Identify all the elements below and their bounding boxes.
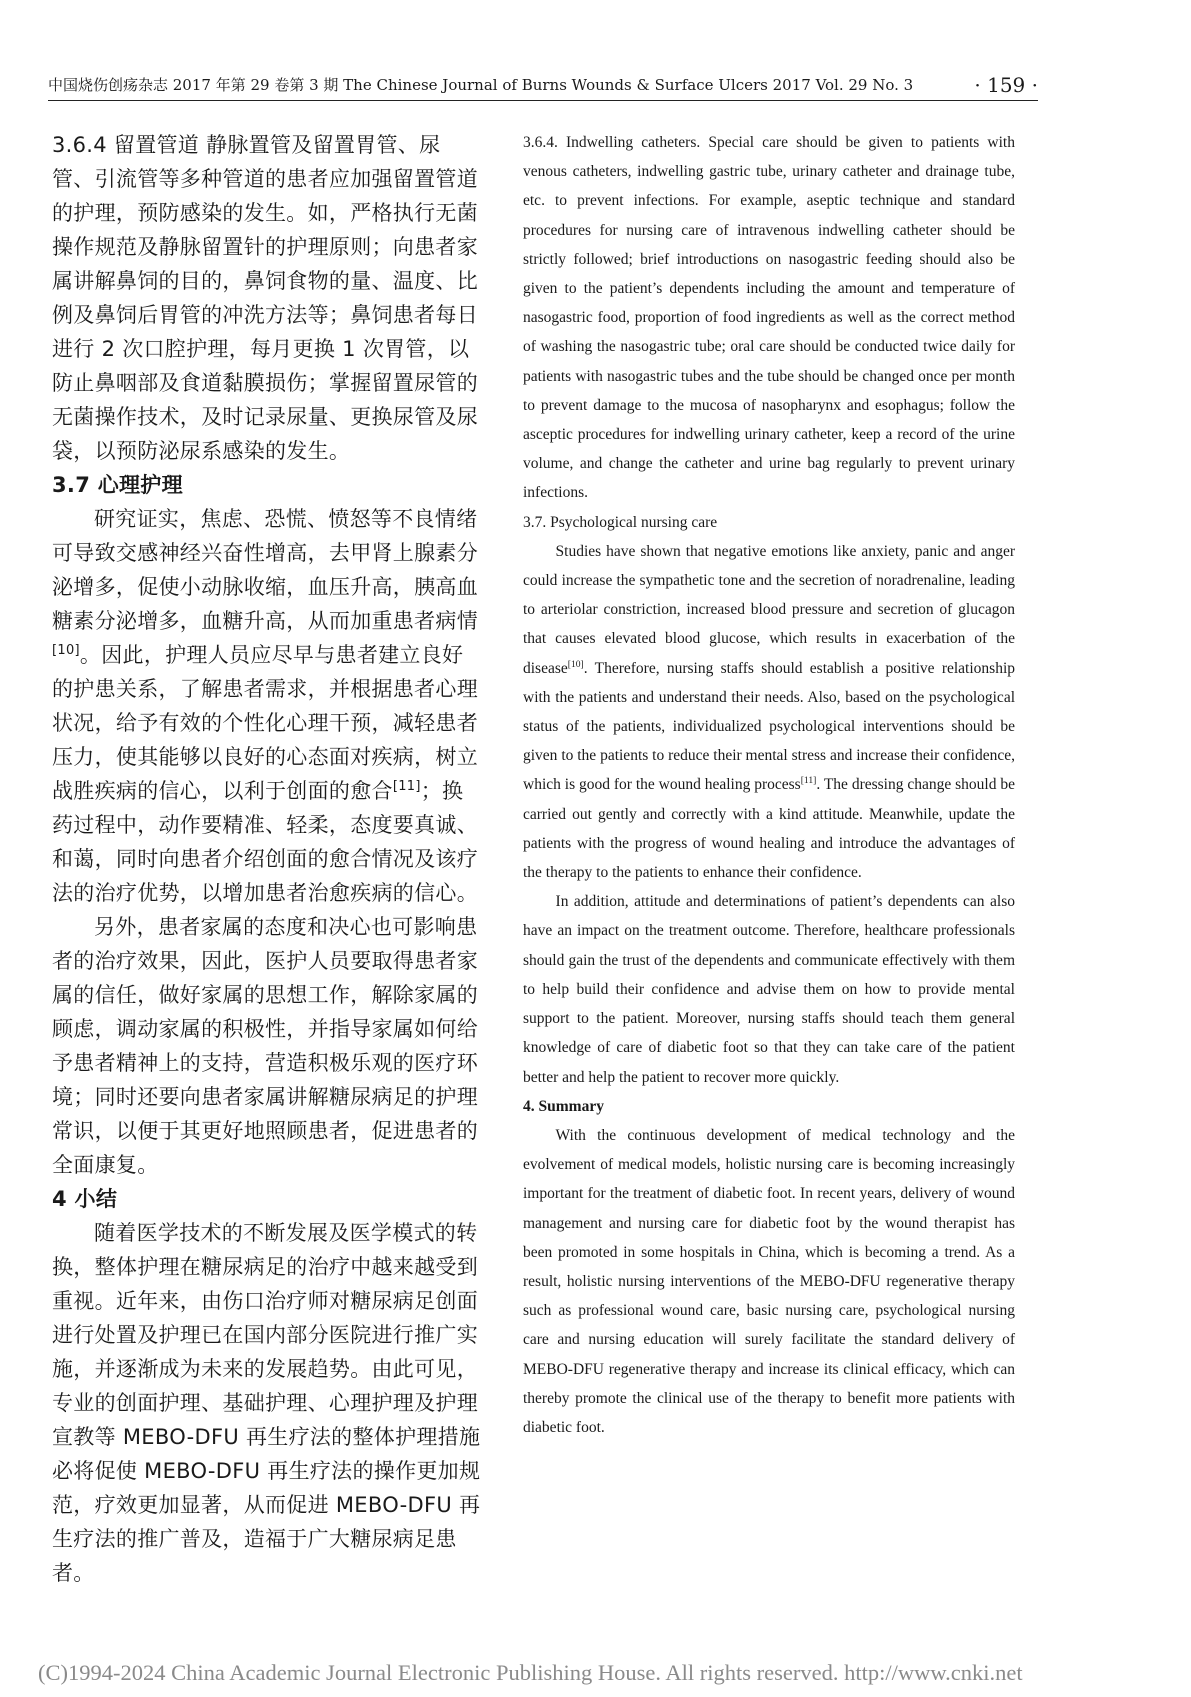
citation-ref-10: [10] <box>52 643 80 658</box>
cn-text: ；换药过程中，动作要精准、轻柔，态度要真诚、和蔼，同时向患者介绍创面的愈合情况及该疗法的治疗优势，以增加患者治愈疾病的信心。 <box>52 779 478 905</box>
en-heading-4: 4. Summary <box>523 1097 604 1115</box>
journal-citation: 中国烧伤创疡杂志 2017 年第 29 卷第 3 期 The Chinese Journal of Burns Wounds & Surface Ulcers 2017 Vol. 29 No. 3 <box>48 76 914 94</box>
citation-ref-10: [10] <box>567 658 584 670</box>
en-text: . Therefore, nursing staffs should establish a positive relationship with the patients and understand their needs. Also, based on the psychological status of the patients, individualized psychological interventions should be given to the patients to reduce their mental stress and increase their confidence, which is good for the wound healing process <box>523 659 1015 794</box>
cn-paragraph-4: 随着医学技术的不断发展及医学模式的转换，整体护理在糖尿病足的治疗中越来越受到重视。近年来，由伤口治疗师对糖尿病足创面进行处置及护理已在国内部分医院进行推广实施，并逐渐成为未来的发展趋势。由此可见，专业的创面护理、基础护理、心理护理及护理宣教等 MEBO-DFU 再生疗法的整体护理措施必将促使 MEBO-DFU 再生疗法的操作更加规范，疗效更加显著，从而促进 MEBO-DFU 再生疗法的推广普及，造福于广大糖尿病足患者。 <box>52 1221 481 1585</box>
en-paragraph-3-7-b: In addition, attitude and determinations of patient’s dependents can also have an impact on the treatment outcome. Therefore, healthcare professionals should gain the trust of the dependents and communicate effectively with them to help build their confidence and advise them on how to provide mental support to the patient. Moreover, nursing staffs should teach them general knowledge of care of diabetic foot so that they can take care of the patient better and help the patient to recover more quickly. <box>523 893 1015 1086</box>
citation-ref-11: [11] <box>392 779 421 794</box>
citation-ref-11: [11] <box>800 775 817 787</box>
copyright-watermark: (C)1994-2024 China Academic Journal Electronic Publishing House. All rights reserved. http://www.cnki.net <box>38 1660 1023 1685</box>
en-section-3-6-4: 3.6.4. Indwelling catheters. Special care should be given to patients with venous catheters, indwelling gastric tube, urinary catheter and drainage tube, etc. to prevent infections. For example, aseptic technique and standard procedures for nursing care of intravenous indwelling catheter should be strictly followed; brief introductions on nasogastric feeding should also be given to the patient’s dependents including the amount and temperature of nasogastric food, proportion of food ingredients as well as the correct method of washing the nasogastric tube; oral care should be conducted twice daily for patients with nasogastric tubes and the tube should be changed once per month to prevent damage to the mucosa of nasopharynx and esophagus; follow the asceptic procedures for indwelling urinary catheter, keep a record of the urine volume, and change the catheter and urine bag regularly to prevent urinary infections. <box>523 134 1015 502</box>
en-paragraph-3-7-a <box>523 537 1015 887</box>
en-heading-3-7: 3.7. Psychological nursing care <box>523 513 718 531</box>
cn-text: 研究证实，焦虑、恐慌、愤怒等不良情绪可导致交感神经兴奋性增高，去甲肾上腺素分泌增多，促使小动脉收缩，血压升高，胰高血糖素分泌增多，血糖升高，从而加重患者病情 <box>52 507 478 633</box>
en-text: . The dressing change should be carried out gently and correctly with a kind attitude. Meanwhile, update the patients with the progress of wound healing and introduce the advantages of the therapy to the patients to enhance their confidence. <box>523 776 1015 882</box>
cn-paragraph-3-7-b: 另外，患者家属的态度和决心也可影响患者的治疗效果，因此，医护人员要取得患者家属的信任，做好家属的思想工作，解除家属的顾虑，调动家属的积极性，并指导家属如何给予患者精神上的支持，营造积极乐观的医疗环境；同时还要向患者家属讲解糖尿病足的护理常识，以便于其更好地照顾患者，促进患者的全面康复。 <box>52 915 478 1177</box>
chinese-column <box>52 128 482 1590</box>
english-column <box>523 128 1015 1442</box>
cn-heading-3-7: 3.7 心理护理 <box>52 473 183 497</box>
cn-section-3-6-4: 3.6.4 留置管道 静脉置管及留置胃管、尿管、引流管等多种管道的患者应加强留置管道的护理，预防感染的发生。如，严格执行无菌操作规范及静脉留置针的护理原则；向患者家属讲解鼻饲的目的，鼻饲食物的量、温度、比例及鼻饲后胃管的冲洗方法等；鼻饲患者每日进行 2 次口腔护理，每月更换 1 次胃管，以防止鼻咽部及食道黏膜损伤；掌握留置尿管的无菌操作技术，及时记录尿量、更换尿管及尿袋，以预防泌尿系感染的发生。 <box>52 133 478 463</box>
running-header <box>48 70 1038 101</box>
page-number: · 159 · <box>974 73 1038 97</box>
en-paragraph-4: With the continuous development of medical technology and the evolvement of medical models, holistic nursing care is becoming increasingly important for the treatment of diabetic foot. In recent years, delivery of wound management and nursing care for diabetic foot by the wound therapist has been promoted in some hospitals in China, which is becoming a trend. As a result, holistic nursing interventions of the MEBO-DFU regenerative therapy such as professional wound care, basic nursing care, psychological nursing care and nursing education will surely facilitate the standard delivery of MEBO-DFU regenerative therapy and increase its clinical efficacy, which can thereby promote the clinical use of the therapy to benefit more patients with diabetic foot. <box>523 1126 1015 1436</box>
en-text: Studies have shown that negative emotions like anxiety, panic and anger could increase the sympathetic tone and the secretion of noradrenaline, leading to arteriolar constriction, increased blood pressure and secretion of glucagon that causes elevated blood glucose, which results in exacerbation of the disease <box>523 542 1015 677</box>
cn-text: 。因此，护理人员应尽早与患者建立良好的护患关系，了解患者需求，并根据患者心理状况，给予有效的个性化心理干预，减轻患者压力，使其能够以良好的心态面对疾病，树立战胜疾病的信心，以利于创面的愈合 <box>52 643 478 803</box>
cn-heading-4: 4 小结 <box>52 1187 118 1211</box>
cn-paragraph-3-7-a <box>52 502 482 910</box>
